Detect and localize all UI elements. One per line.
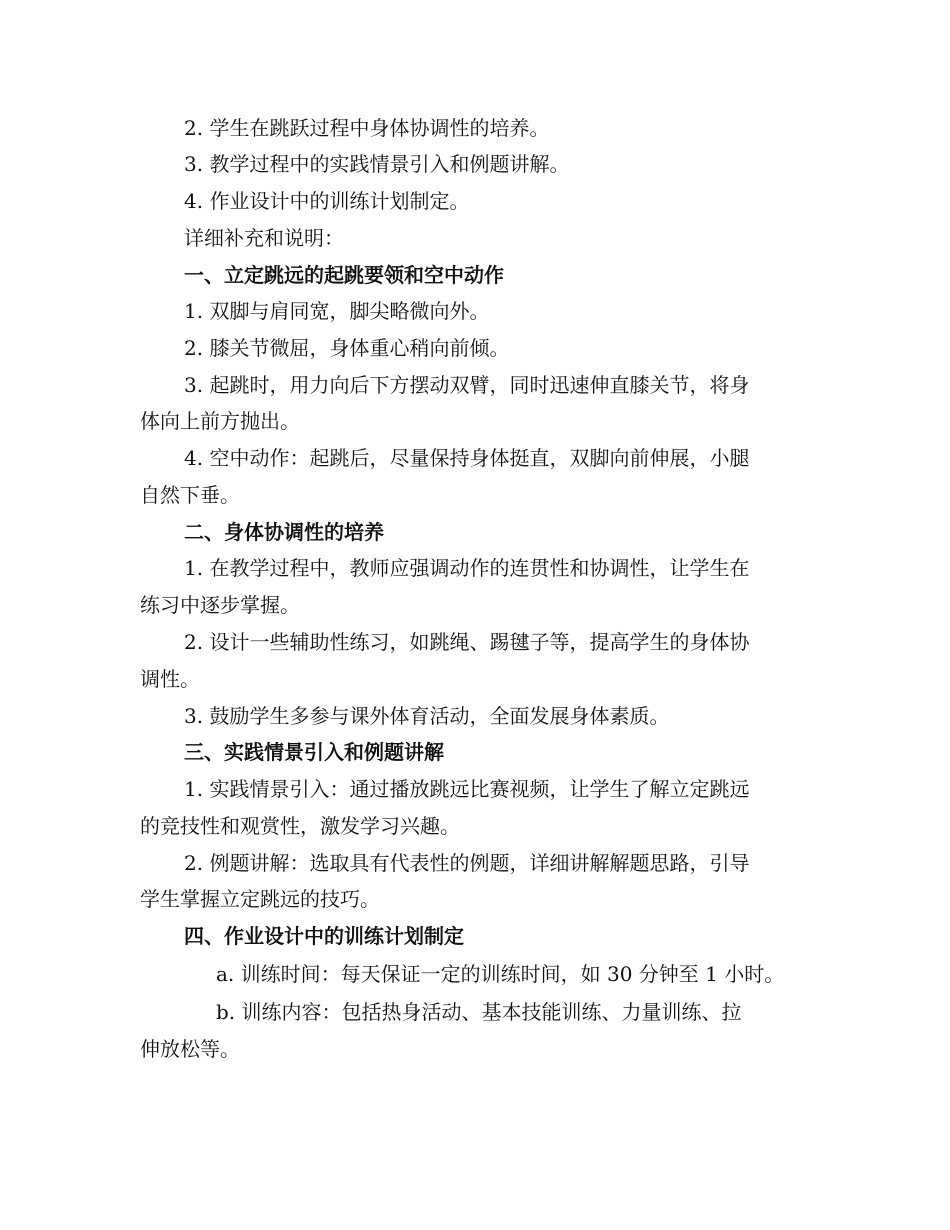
- section-heading: 三、实践情景引入和例题讲解: [184, 740, 444, 764]
- list-item: 4. 作业设计中的训练计划制定。: [184, 189, 470, 213]
- list-item-continuation: 自然下垂。: [140, 483, 240, 507]
- list-item: 3. 鼓励学生多参与课外体育活动，全面发展身体素质。: [184, 704, 670, 728]
- list-item-continuation: 学生掌握立定跳远的技巧。: [140, 887, 380, 911]
- list-item: 4. 空中动作：起跳后，尽量保持身体挺直，双脚向前伸展，小腿: [184, 446, 750, 470]
- list-item: 1. 双脚与肩同宽，脚尖略微向外。: [184, 299, 490, 323]
- list-item-continuation: 的竞技性和观赏性，激发学习兴趣。: [140, 814, 460, 838]
- list-item-continuation: 练习中逐步掌握。: [140, 593, 300, 617]
- list-item: 3. 教学过程中的实践情景引入和例题讲解。: [184, 152, 570, 176]
- paragraph-label: 详细补充和说明：: [184, 226, 344, 250]
- list-item: 2. 例题讲解：选取具有代表性的例题，详细讲解解题思路，引导: [184, 851, 750, 875]
- list-item-continuation: 调性。: [140, 667, 200, 691]
- section-heading: 四、作业设计中的训练计划制定: [184, 924, 464, 948]
- list-item: 2. 学生在跳跃过程中身体协调性的培养。: [184, 116, 550, 140]
- list-item: a. 训练时间：每天保证一定的训练时间，如 30 分钟至 1 小时。: [216, 962, 785, 986]
- list-item: 2. 设计一些辅助性练习，如跳绳、踢毽子等，提高学生的身体协: [184, 630, 750, 654]
- list-item-continuation: 体向上前方抛出。: [140, 409, 300, 433]
- section-heading: 二、身体协调性的培养: [184, 520, 384, 544]
- list-item: 2. 膝关节微屈，身体重心稍向前倾。: [184, 336, 510, 360]
- list-item: 3. 起跳时，用力向后下方摆动双臂，同时迅速伸直膝关节，将身: [184, 373, 750, 397]
- section-heading: 一、立定跳远的起跳要领和空中动作: [184, 263, 504, 287]
- list-item-continuation: 伸放松等。: [140, 1037, 240, 1061]
- list-item: 1. 实践情景引入：通过播放跳远比赛视频，让学生了解立定跳远: [184, 777, 750, 801]
- list-item: b. 训练内容：包括热身活动、基本技能训练、力量训练、拉: [216, 1000, 742, 1024]
- list-item: 1. 在教学过程中，教师应强调动作的连贯性和协调性，让学生在: [184, 556, 750, 580]
